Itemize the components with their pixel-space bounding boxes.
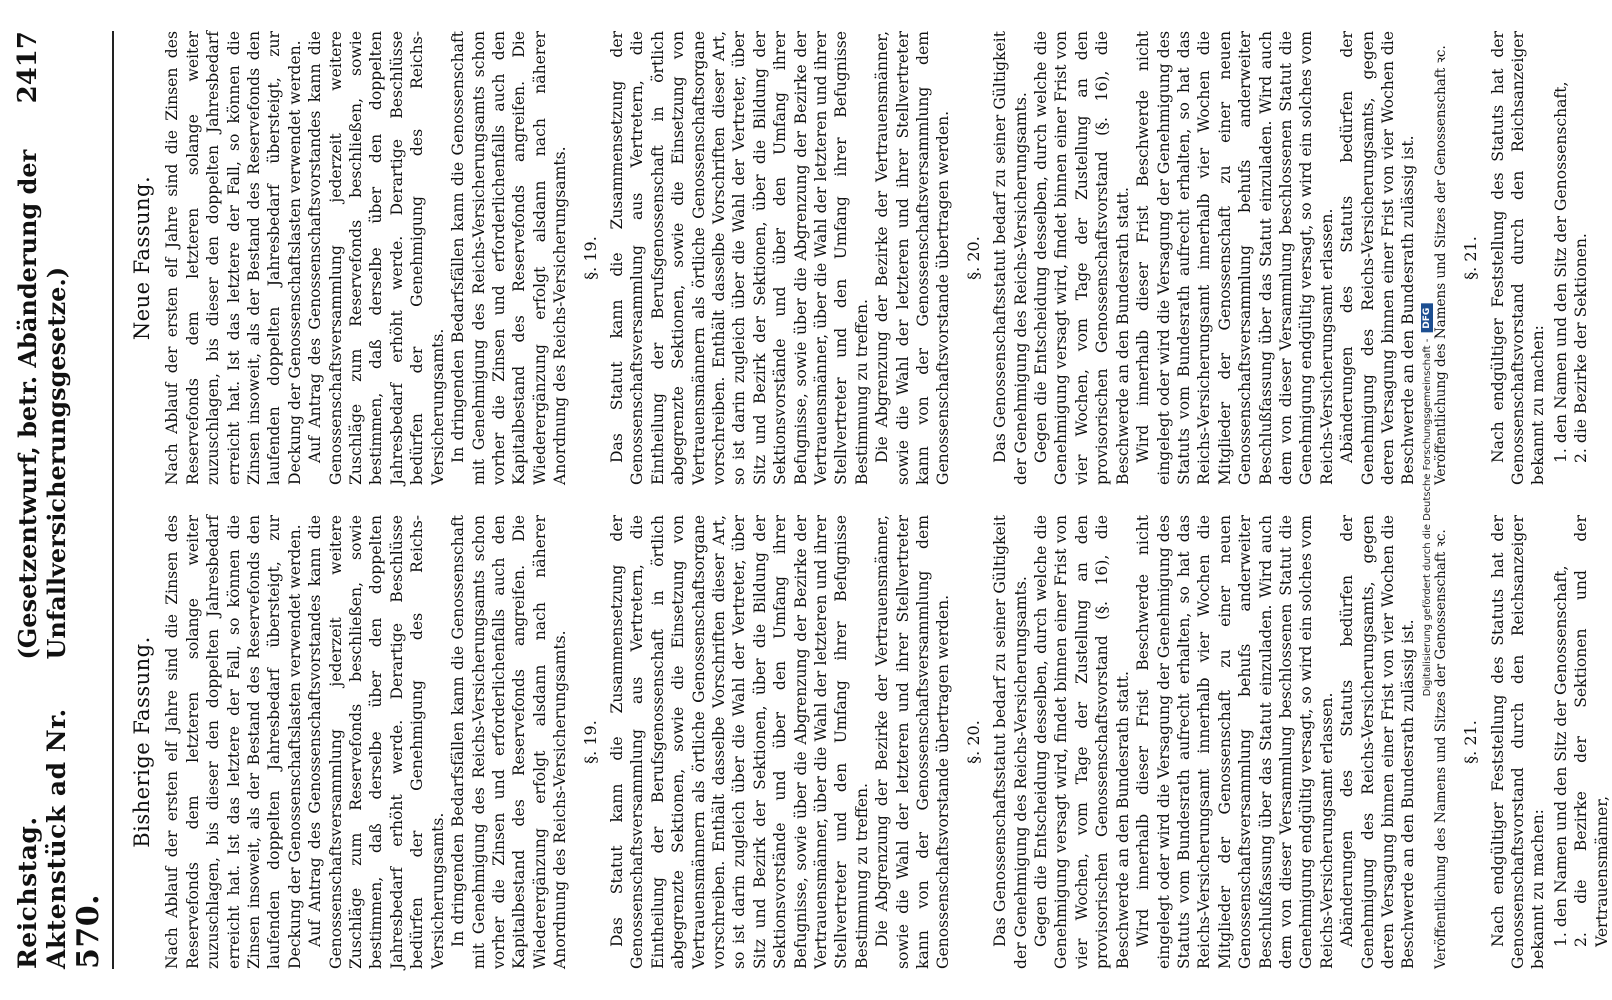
text-columns [128, 31, 1612, 969]
section-heading: §. 20. [963, 236, 983, 280]
margin-note: Veröffentlichung des Namens und Sitzes der Genossenschaft ꝛc. [1432, 45, 1449, 485]
paragraph: Das Statut kann die Zusammensetzung der Genossenschaftsversammlung aus Vertretern, die Eintheilung der Berufsgenossenschaft in örtlich abgegrenzte Sektionen, sowie die Einsetzung von Vertrauensmännern als örtliche Genossenschaftsorgane vorschreiben. Enthält dasselbe Vorschriften dieser Art, so ist darin zugleich über die Wahl der Vertreter, über Sitz und Bezirk der Sektionen, über die Bildung der Sektionsvorstände und über den Umfang ihrer Befugnisse, sowie über die Abgrenzung der Bezirke der Vertrauensmänner, über die Wahl der letzteren und ihrer Stellvertreter und den Umfang ihrer Befugnisse Bestimmung zu treffen. [607, 31, 871, 485]
page-number: 2417 [13, 31, 43, 104]
paragraph: Auf Antrag des Genossenschaftsvorstandes kann die Genossenschaftsversammlung jederzeit weitere Zuschläge zum Reservefonds beschließen, sowie bestimmen, daß derselbe über den doppelten Jahresbedarf erhöht werde. Derartige Beschlüsse bedürfen der Genehmigung des Reichs-Versicherungsamts. [306, 31, 447, 485]
column-body [162, 515, 1612, 969]
paragraph: Das Statut kann die Zusammensetzung der Genossenschaftsversammlung aus Vertretern, die Eintheilung der Berufsgenossenschaft in örtlich abgegrenzte Sektionen, sowie die Einsetzung von Vertrauensmännern als örtliche Genossenschaftsorgane vorschreiben. Enthält dasselbe Vorschriften dieser Art, so ist darin zugleich über die Wahl der Vertreter, über Sitz und Bezirk der Sektionen, über die Bildung der Sektionsvorstände und über den Umfang ihrer Befugnisse, sowie über die Abgrenzung der Bezirke der Vertrauensmänner, über die Wahl der letzteren und ihrer Stellvertreter und den Umfang ihrer Befugnisse Bestimmung zu treffen. [607, 515, 871, 969]
paragraph: Nach endgültiger Feststellung des Statuts hat der Genossenschaftsvorstand durch den Reichsanzeiger bekannt zu machen: [1488, 31, 1548, 485]
paragraph: Die Abgrenzung der Bezirke der Vertrauensmänner, sowie die Wahl der letzteren und ihrer Stellvertreter kann von der Genossenschaftsversammlung dem Genossenschaftsvorstande übertragen werden. [873, 31, 953, 485]
section-heading: §. 19. [580, 720, 600, 764]
paragraph: Abänderungen des Statuts bedürfen der Genehmigung des Reichs-Versicherungsamts, gegen deren Versagung binnen einer Frist von vier Wochen die Beschwerde an den Bundesrath zulässig ist. [1338, 31, 1418, 485]
list-item: 2. die Bezirke der Sektionen. [1572, 233, 1591, 463]
digitization-credit [1421, 304, 1433, 697]
paragraph: In dringenden Bedarfsfällen kann die Genossenschaft mit Genehmigung des Reichs-Versicherungsamts schon vorher die Zinsen und erforderlichenfalls auch den Kapitalbestand des Reservefonds angreifen. Die Wiederergänzung erfolgt alsdann nach näherer Anordnung des Reichs-Versicherungsamts. [449, 31, 570, 485]
enumerated-list [1551, 31, 1592, 485]
paragraph: Gegen die Entscheidung desselben, durch welche die Genehmigung versagt wird, findet binnen einer Frist von vier Wochen, vom Tage der Zustellung an den provisorischen Genossenschaftsvorstand (§. 16), die Beschwerde an den Bundesrath statt. [1032, 515, 1132, 969]
list-item: 2. die Bezirke der Sektionen und der Vertrauensmänner, [1572, 515, 1611, 947]
list-item: 1. den Namen und den Sitz der Genossenschaft, [1551, 565, 1570, 947]
section-heading: §. 21. [1461, 236, 1481, 280]
paragraph: Nach Ablauf der ersten elf Jahre sind die Zinsen des Reservefonds dem letzteren solange weiter zuzuschlagen, bis dieser den doppelten Jahresbedarf erreicht hat. Ist das letztere der Fall, so können die Zinsen insoweit, als der Bestand des Reservefonds den laufenden doppelten Jahresbedarf übersteigt, zur Deckung der Genossenschaftslasten verwendet werden. [163, 31, 304, 485]
column-title: Neue Fassung. [130, 175, 154, 341]
list-item: 1. den Namen und den Sitz der Genossenschaft, [1551, 81, 1570, 463]
paragraph: Auf Antrag des Genossenschaftsvorstandes kann die Genossenschaftsversammlung jederzeit weitere Zuschläge zum Reservefonds beschließen, sowie bestimmen, daß derselbe über den doppelten Jahresbedarf erhöht werde. Derartige Beschlüsse bedürfen der Genehmigung des Reichs-Versicherungsamts. [306, 515, 447, 969]
column-body [162, 31, 1591, 485]
running-header [13, 31, 114, 969]
column-old-version [128, 515, 1612, 969]
column-title: Bisherige Fassung. [130, 636, 154, 848]
paragraph: Abänderungen des Statuts bedürfen der Genehmigung des Reichs-Versicherungsamts, gegen deren Versagung binnen einer Frist von vier Wochen die Beschwerde an den Bundesrath zulässig ist. [1338, 515, 1418, 969]
enumerated-list [1551, 515, 1612, 969]
paragraph: Nach endgültiger Feststellung des Statuts hat der Genossenschaftsvorstand durch den Reichsanzeiger bekannt zu machen: [1488, 515, 1548, 969]
dfg-logo: DFG [1421, 304, 1433, 333]
paragraph: In dringenden Bedarfsfällen kann die Genossenschaft mit Genehmigung des Reichs-Versicherungsamts schon vorher die Zinsen und erforderlichenfalls auch den Kapitalbestand des Reservefonds angreifen. Die Wiederergänzung erfolgt alsdann nach näherer Anordnung des Reichs-Versicherungsamts. [449, 515, 570, 969]
paragraph: Die Abgrenzung der Bezirke der Vertrauensmänner, sowie die Wahl der letzteren und ihrer Stellvertreter kann von der Genossenschaftsversammlung dem Genossenschaftsvorstande übertragen werden. [873, 515, 953, 969]
header-left [13, 660, 106, 969]
section-heading: §. 20. [963, 720, 983, 764]
credit-text: Digitalisierung gefördert durch die Deutsche Forschungsgemeinschaft - [1421, 338, 1433, 697]
paragraph: Wird innerhalb dieser Frist Beschwerde nicht eingelegt oder wird die Versagung der Genehmigung des Statuts vom Bundesrath aufrecht erhalten, so hat das Reichs-Versicherungsamt innerhalb vier Wochen die Mitglieder der Genossenschaft zu einer neuen Genossenschaftsversammlung behufs anderweiter Beschlußfassung über das Statut einzuladen. Wird auch dem von dieser Versammlung beschlossenen Statut die Genehmigung endgültig versagt, so wird ein solches vom Reichs-Versicherungsamt erlassen. [1134, 31, 1336, 485]
paragraph: Das Genossenschaftsstatut bedarf zu seiner Gültigkeit der Genehmigung des Reichs-Versicherungsamts. [991, 515, 1030, 969]
column-new-version [128, 31, 1612, 485]
margin-note: Veröffentlichung des Namens und Sitzes der Genossenschaft ꝛc. [1432, 529, 1449, 969]
section-heading: §. 21. [1461, 720, 1481, 764]
header-title: (Gesetzentwurf, betr. Abänderung der Unfallversicherungsgesetze.) [13, 149, 71, 660]
paragraph: Das Genossenschaftsstatut bedarf zu seiner Gültigkeit der Genehmigung des Reichs-Versicherungsamts. [991, 31, 1030, 485]
paragraph: Wird innerhalb dieser Frist Beschwerde nicht eingelegt oder wird die Versagung der Genehmigung des Statuts vom Bundesrath aufrecht erhalten, so hat das Reichs-Versicherungsamt innerhalb vier Wochen die Mitglieder der Genossenschaft zu einer neuen Genossenschaftsversammlung behufs anderweiter Beschlußfassung über das Statut einzuladen. Wird auch dem von dieser Versammlung beschlossenen Statut die Genehmigung endgültig versagt, so wird ein solches vom Reichs-Versicherungsamt erlassen. [1134, 515, 1336, 969]
paragraph: Gegen die Entscheidung desselben, durch welche die Genehmigung versagt wird, findet binnen einer Frist von vier Wochen, vom Tage der Zustellung an den provisorischen Genossenschaftsvorstand (§. 16), die Beschwerde an den Bundesrath statt. [1032, 31, 1132, 485]
document-number: 570. [71, 893, 106, 969]
header-label: Reichstag. Aktenstück ad Nr. [13, 708, 71, 969]
paragraph: Nach Ablauf der ersten elf Jahre sind die Zinsen des Reservefonds dem letzteren solange weiter zuzuschlagen, bis dieser den doppelten Jahresbedarf erreicht hat. Ist das letztere der Fall, so können die Zinsen insoweit, als der Bestand des Reservefonds den laufenden doppelten Jahresbedarf übersteigt, zur Deckung der Genossenschaftslasten verwendet werden. [163, 515, 304, 969]
section-heading: §. 19. [580, 236, 600, 280]
